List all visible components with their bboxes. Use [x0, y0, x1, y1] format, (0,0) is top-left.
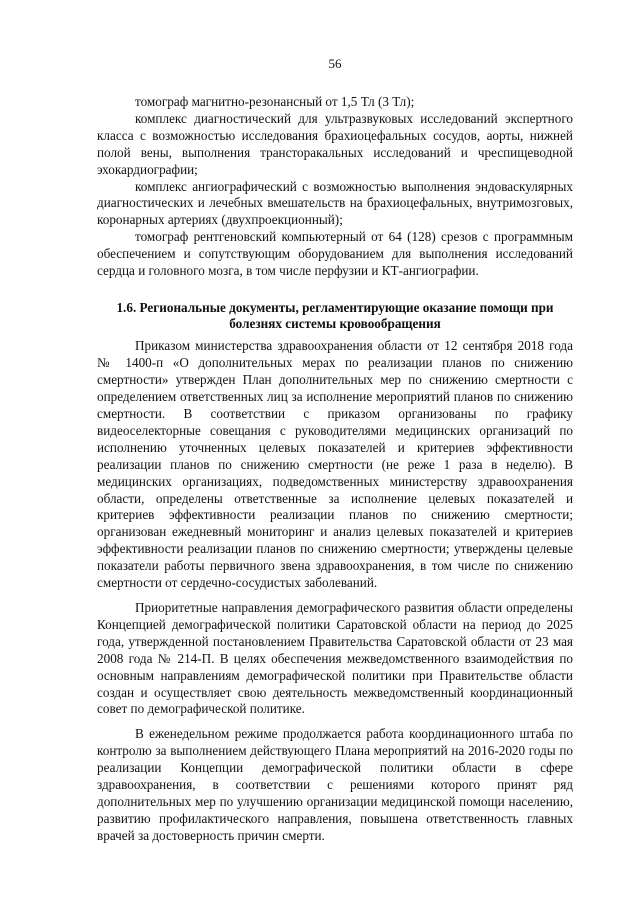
body-paragraph: Приоритетные направления демографического развития области определены Концепцией демографической политики Саратовской области на период до 2025 года, утвержденной постановлением Правительства Саратовской области от 23 мая 2008 года № 214-П. В целях обеспечения межведомственного взаимодействия по основным направлениям демографической политики при Правительстве области создан и осуществляет свою деятельность межведомственный координационный совет по демографической политике. [97, 599, 573, 717]
body-paragraph: Приказом министерства здравоохранения области от 12 сентября 2018 года № 1400-п «О дополнительных мерах по реализации планов по снижению смертности» утвержден План дополнительных мер по снижению смертности с определением ответственных лиц за исполнение мероприятий планов по снижению смертности. В соответствии с приказом организованы по графику видеоселекторные совещания с руководителями медицинских организаций по исполнению уточненных целевых показателей и критериев эффективности реализации планов по снижению смертности (не реже 1 раза в неделю). В медицинских организациях, подведомственных министерству здравоохранения области, определены ответственные за исполнение целевых показателей и критериев эффективности реализации планов по снижению смертности; организован ежедневный мониторинг и анализ целевых показателей и критериев эффективности реализации планов по снижению смертности; утверждены целевые показатели работы первичного звена здравоохранения, в том числе по снижению смертности от сердечно-сосудистых заболеваний. [97, 338, 573, 591]
equipment-item: томограф рентгеновский компьютерный от 64 (128) срезов с программным обеспечением и сопутствующим оборудованием для выполнения исследований сердца и головного мозга, в том числе перфузии и КТ-ангиографии. [97, 229, 573, 279]
equipment-item: томограф магнитно-резонансный от 1,5 Тл (3 Тл); [135, 94, 415, 109]
body-paragraph: В еженедельном режиме продолжается работа координационного штаба по контролю за выполнением действующего Плана мероприятий на 2016-2020 годы по реализации Концепции демографической политики области в сфере здравоохранения, в соответствии с решениями которого принят ряд дополнительных мер по улучшению организации медицинской помощи населению, развитию профилактического направления, повышена ответственность главных врачей за достоверность причин смерти. [97, 726, 573, 843]
equipment-item: комплекс диагностический для ультразвуковых исследований экспертного класса с возможностью исследования брахиоцефальных сосудов, аорты, нижней полой вены, выполнения трансторакальных исследований и чреспищеводной эхокардиографии; [97, 110, 573, 177]
document-page [97, 56, 573, 845]
equipment-item: комплекс ангиографический с возможностью выполнения эндоваскулярных диагностических и лечебных вмешательств на брахиоцефальных, внутримозговых, коронарных артериях (двухпроекционный); [97, 178, 573, 228]
page-number: 56 [328, 56, 342, 71]
section-heading: 1.6. Региональные документы, регламентирующие оказание помощи при болезнях системы кровообращения [116, 299, 554, 332]
